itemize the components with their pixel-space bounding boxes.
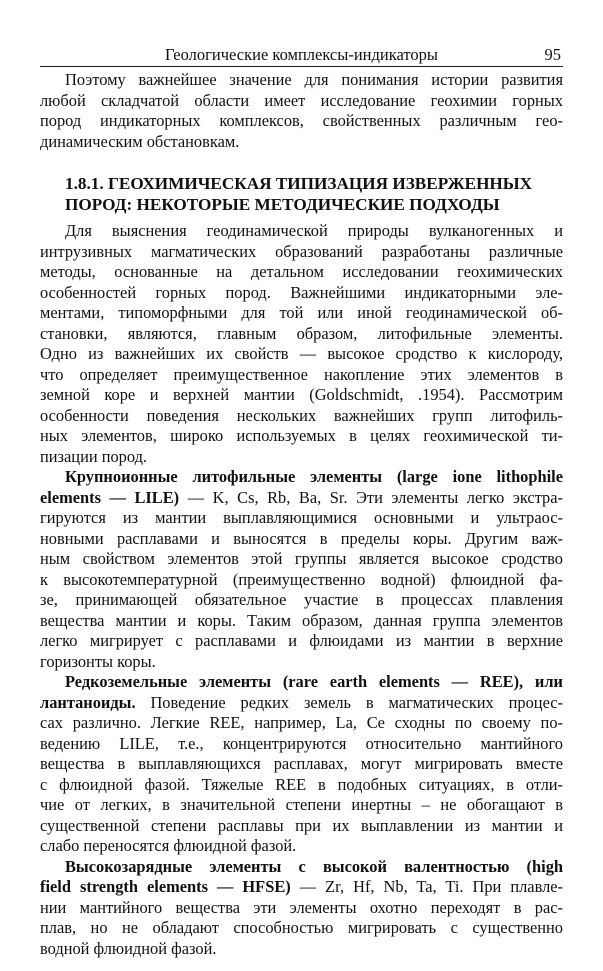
text-line [40, 754, 563, 775]
text-line [40, 672, 563, 693]
text-line [40, 344, 563, 365]
paragraph [40, 70, 563, 152]
text-run: вещества в выплавляющихся расплавах, могут мигрировать вместе [40, 754, 563, 773]
text-run: динамическим обстановкам. [40, 131, 240, 151]
text-run: методы, основанные на детальном исследовании геохимических [40, 262, 563, 281]
text-run: сах различно. Легкие REE, например, La, Ce сходны по своему по- [40, 713, 563, 732]
text-line [40, 816, 563, 837]
bold-term: Крупноионные литофильные элементы (large ione lithophile [65, 467, 563, 486]
section-paragraphs [40, 221, 563, 959]
text-line [40, 508, 563, 529]
body-text [40, 70, 563, 959]
section-heading [65, 173, 563, 215]
text-line [40, 631, 563, 652]
paragraph [40, 857, 563, 960]
paragraph [40, 221, 563, 467]
text-run: Поэтому важнейшее значение для понимания истории развития [65, 70, 563, 89]
text-line [40, 426, 563, 447]
text-line [40, 70, 563, 91]
text-run: Поведение редких земель в магматических процес- [135, 692, 563, 712]
running-header [40, 44, 563, 67]
text-run: пород индикаторных комплексов, свойственных различным гео- [40, 111, 563, 130]
text-run: легко мигрирует с расплавами и флюидами из мантии в верхние [40, 631, 563, 650]
text-run: нии мантийного вещества эти элементы охотно переходят в рас- [40, 897, 563, 917]
text-run: особенностей горных пород. Важнейшими индикаторными эле- [40, 282, 563, 302]
bold-term: Высокозарядные элементы с высокой валентностью (high [65, 856, 563, 876]
text-line [40, 111, 563, 132]
text-line [40, 590, 563, 611]
text-line [40, 447, 563, 468]
text-run: Одно из важнейших их свойств — высокое сродство к кислороду, [40, 344, 563, 363]
text-run: становки, являются, главным образом, литофильные элементы. [40, 323, 563, 343]
text-run: — Zr, Hf, Nb, Ta, Ti. При плавле- [290, 877, 564, 896]
text-run: ведению LILE, т.е., концентрируются относительно мантийного [40, 733, 563, 753]
text-line [40, 262, 563, 283]
text-run: ных элементов, широко используемых в целях геохимической ти- [40, 426, 563, 445]
text-run: любой складчатой области имеет исследование геохимии горных [40, 90, 563, 110]
text-line [40, 132, 563, 153]
text-line [40, 693, 563, 714]
text-run: новными расплавами и выносятся в пределы коры. Другим важ- [40, 528, 563, 548]
text-line [40, 303, 563, 324]
text-run: горизонты коры. [40, 651, 156, 671]
text-run: земной коре и верхней мантии (Goldschmidt, .1954). Рассмотрим [40, 385, 563, 404]
text-run: ным свойством элементов этой группы является высокое сродство [40, 549, 563, 568]
bold-term: elements — LILE) [40, 487, 180, 507]
text-line [40, 406, 563, 427]
text-line [40, 570, 563, 591]
text-line [40, 734, 563, 755]
heading-line: ПОРОД: НЕКОТОРЫЕ МЕТОДИЧЕСКИЕ ПОДХОДЫ [65, 195, 500, 214]
text-run: чие от легких, в значительной степени инертны – не обогащают в [40, 795, 563, 814]
text-line [40, 385, 563, 406]
text-run: вещества мантии и коры. Таким образом, данная группа элементов [40, 610, 563, 630]
text-line [40, 324, 563, 345]
text-line [40, 242, 563, 263]
text-run: слабо переносятся флюидной фазой. [40, 836, 297, 855]
bold-term: field strength elements — HFSE) [40, 877, 291, 896]
text-line [40, 365, 563, 386]
intro-paragraphs [40, 70, 563, 152]
text-run: с флюидной фазой. Тяжелые REE в подобных ситуациях, в отли- [40, 774, 563, 794]
text-line [40, 918, 563, 939]
heading-line: 1.8.1. ГЕОХИМИЧЕСКАЯ ТИПИЗАЦИЯ ИЗВЕРЖЕННЫХ [65, 174, 533, 193]
running-title: Геологические комплексы-индикаторы [165, 45, 438, 64]
text-run: водной флюидной фазой. [40, 938, 217, 958]
text-line [40, 611, 563, 632]
text-run: интрузивных магматических образований разработаны различные [40, 241, 563, 261]
text-line [40, 549, 563, 570]
text-line [40, 795, 563, 816]
text-line [40, 652, 563, 673]
text-line [40, 221, 563, 242]
text-line [40, 836, 563, 857]
paragraph [40, 672, 563, 857]
text-line [40, 877, 563, 898]
text-run: зе, принимающей обязательное участие в процессах плавления [40, 590, 563, 609]
text-run: плав, но не обладают способностью мигрировать с существенно [40, 918, 563, 937]
text-run: к высокотемпературной (преимущественно водной) флюидной фа- [40, 569, 563, 589]
text-line [40, 939, 563, 960]
text-run: что определяет преимущественное накопление этих элементов в [40, 364, 563, 384]
page-number: 95 [544, 45, 561, 64]
text-line [40, 529, 563, 550]
text-run: пизации пород. [40, 446, 148, 466]
text-line [40, 488, 563, 509]
text-line [40, 467, 563, 488]
text-run: — K, Cs, Rb, Ba, Sr. Эти элементы легко экстра- [179, 487, 563, 507]
text-run: особенности поведения нескольких важнейших групп литофиль- [40, 405, 563, 425]
text-run: существенной степени расплавы при их выплавлении из мантии и [40, 815, 563, 835]
text-run: ментами, типоморфными для той или иной геодинамической об- [40, 303, 563, 322]
text-run: Для выяснения геодинамической природы вулканогенных и [65, 221, 563, 240]
bold-term: Редкоземельные элементы (rare earth elements — REE), или [65, 672, 563, 691]
text-line [40, 283, 563, 304]
text-line [40, 857, 563, 878]
text-line [40, 91, 563, 112]
text-run: гируются из мантии выплавляющимися основными и ультраос- [40, 508, 563, 527]
paragraph [40, 467, 563, 672]
text-line [40, 775, 563, 796]
text-line [40, 713, 563, 734]
text-line [40, 898, 563, 919]
bold-term: лантаноиды. [40, 692, 136, 712]
